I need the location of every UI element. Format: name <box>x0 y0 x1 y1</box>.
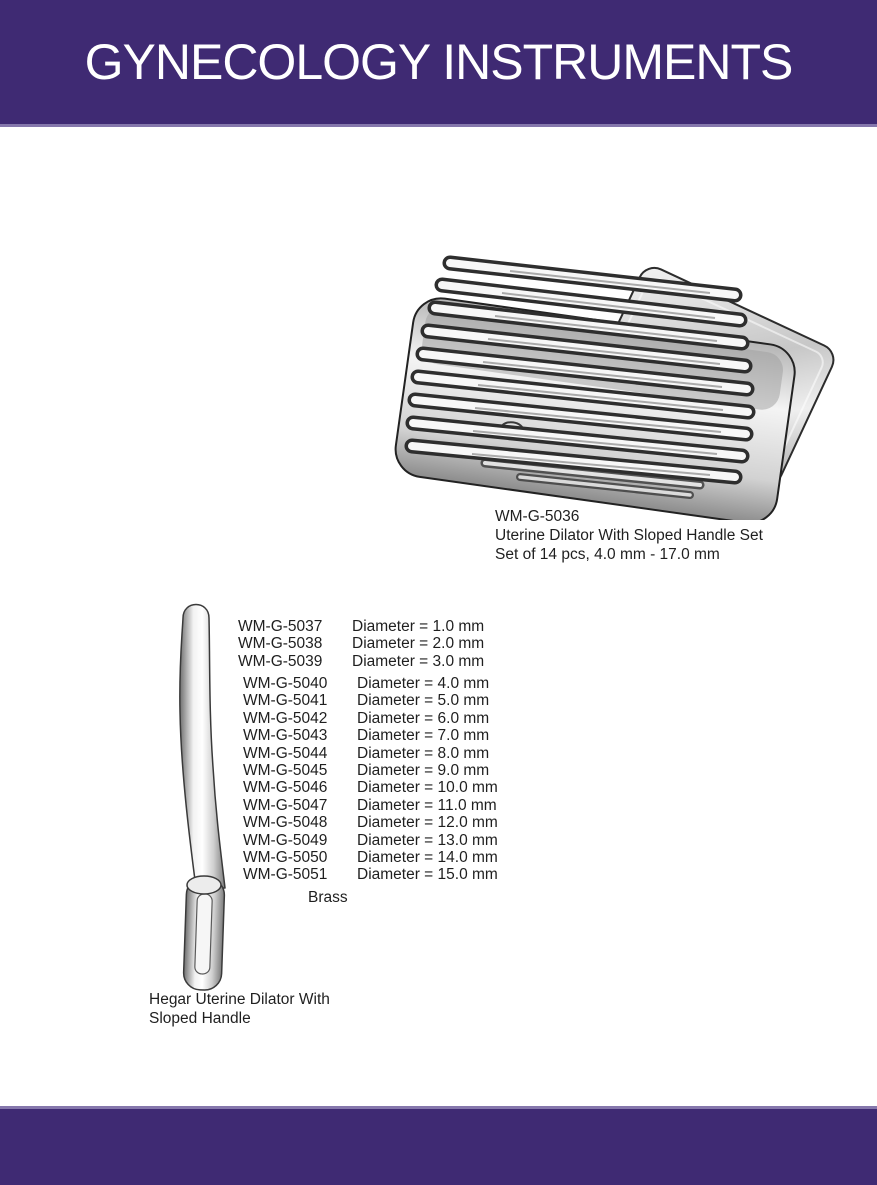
table-row <box>243 797 498 814</box>
dilator-set-photo <box>390 225 840 520</box>
product-diameter: Diameter = 9.0 mm <box>357 762 490 780</box>
page-header <box>0 0 877 127</box>
product-list-group-2 <box>243 675 498 884</box>
material-label: Brass <box>308 889 348 906</box>
table-row <box>238 618 484 635</box>
table-row <box>238 653 484 670</box>
featured-product-code: WM-G-5036 <box>495 508 580 525</box>
product-code: WM-G-5045 <box>243 762 328 780</box>
product-code: WM-G-5038 <box>238 635 323 653</box>
table-row <box>238 635 484 652</box>
product-code: WM-G-5044 <box>243 744 328 762</box>
featured-product-name: Uterine Dilator With Sloped Handle Set <box>495 527 763 544</box>
product-diameter: Diameter = 12.0 mm <box>357 814 498 832</box>
table-row <box>243 727 498 744</box>
product-list-group-1 <box>238 618 484 670</box>
table-row <box>243 814 498 831</box>
featured-product-set-info: Set of 14 pcs, 4.0 mm - 17.0 mm <box>495 546 720 563</box>
table-row <box>243 675 498 692</box>
dilator-set-photo-image <box>390 225 840 520</box>
page-footer <box>0 1106 877 1185</box>
product-diameter: Diameter = 13.0 mm <box>357 831 498 849</box>
product-code: WM-G-5039 <box>238 652 323 670</box>
illustration-caption-line1: Hegar Uterine Dilator With <box>149 991 330 1008</box>
product-code: WM-G-5037 <box>238 618 323 635</box>
product-code: WM-G-5047 <box>243 796 328 814</box>
product-diameter: Diameter = 4.0 mm <box>357 675 490 692</box>
table-row <box>243 866 498 883</box>
product-code: WM-G-5050 <box>243 849 328 867</box>
table-row <box>243 832 498 849</box>
product-code: WM-G-5042 <box>243 709 328 727</box>
product-code: WM-G-5043 <box>243 727 328 745</box>
product-code: WM-G-5046 <box>243 779 328 797</box>
hegar-dilator-illustration <box>168 592 238 997</box>
product-diameter: Diameter = 10.0 mm <box>357 779 498 797</box>
product-diameter: Diameter = 1.0 mm <box>352 618 485 635</box>
table-row <box>243 692 498 709</box>
table-row <box>243 849 498 866</box>
product-diameter: Diameter = 15.0 mm <box>357 866 498 884</box>
table-row <box>243 745 498 762</box>
product-code: WM-G-5040 <box>243 675 328 692</box>
page-title: GYNECOLOGY INSTRUMENTS <box>84 34 793 90</box>
table-row <box>243 779 498 796</box>
product-diameter: Diameter = 3.0 mm <box>352 652 485 670</box>
illustration-caption-line2: Sloped Handle <box>149 1009 251 1027</box>
product-diameter: Diameter = 7.0 mm <box>357 727 490 745</box>
featured-product-caption <box>495 507 763 564</box>
illustration-caption <box>149 991 330 1028</box>
product-code: WM-G-5049 <box>243 831 328 849</box>
product-diameter: Diameter = 11.0 mm <box>357 796 497 814</box>
table-row <box>243 762 498 779</box>
product-code: WM-G-5048 <box>243 814 328 832</box>
product-code: WM-G-5041 <box>243 692 328 710</box>
dilator-rod <box>180 605 225 889</box>
product-diameter: Diameter = 5.0 mm <box>357 692 490 710</box>
product-diameter: Diameter = 2.0 mm <box>352 635 485 653</box>
handle-sloped-face <box>187 876 221 894</box>
hegar-dilator-image <box>168 592 238 997</box>
product-code: WM-G-5051 <box>243 866 328 884</box>
table-row <box>243 710 498 727</box>
product-diameter: Diameter = 8.0 mm <box>357 744 490 762</box>
product-diameter: Diameter = 14.0 mm <box>357 849 498 867</box>
product-diameter: Diameter = 6.0 mm <box>357 709 490 727</box>
